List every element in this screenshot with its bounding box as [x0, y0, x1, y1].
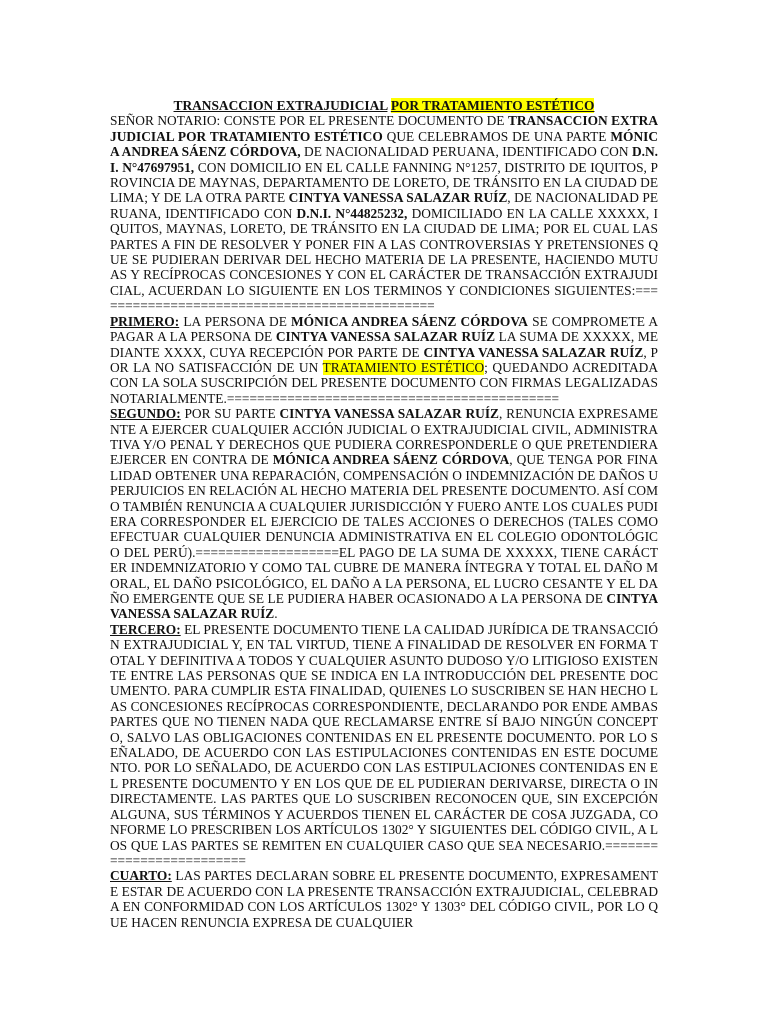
clause-label: CUARTO: — [110, 868, 172, 884]
clause-text: , RENUNCIA EXPRESAMENTE A EJERCER CUALQUIER ACCIÓN JUDICIAL O EXTRAJUDICIAL CIVIL, ADMINISTRATIVA Y/O PENAL Y DERECHOS QUE PUDIERA CORRESPONDERLE O QUE PRETENDIERA EJERCER EN CONTRA DE — [110, 406, 658, 468]
dni-number: D.N.I. N°44825232, — [296, 205, 408, 221]
intro-text: , DE NACIONALIDAD PERUANA, IDENTIFICADO CON — [110, 190, 658, 221]
party-name: CINTYA VANESSA SALAZAR RUÍZ — [279, 406, 499, 422]
clause-text: SE COMPROMETE A PAGAR A LA PERSONA DE — [110, 313, 658, 345]
intro-text: CON DOMICILIO EN EL CALLE FANNING N°1257, DISTRITO DE IQUITOS, PROVINCIA DE MAYNAS, DEPARTAMENTO DE LORETO, DE TRÁNSITO EN LA CIUDAD DE LIMA; Y DE LA OTRA PARTE — [110, 159, 658, 206]
clause-segundo — [110, 406, 658, 622]
intro-text: DE NACIONALIDAD PERUANA, IDENTIFICADO CON — [300, 144, 632, 160]
document-page — [110, 98, 658, 930]
clause-tercero — [110, 622, 658, 869]
party-name: CINTYA VANESSA SALAZAR RUÍZ — [275, 329, 495, 345]
title-main: TRANSACCION EXTRAJUDICIAL — [173, 98, 388, 113]
title-highlight: POR TRATAMIENTO ESTÉTICO — [390, 98, 595, 113]
party-name: CINTYA VANESSA SALAZAR RUÍZ — [110, 591, 658, 622]
document-title — [110, 98, 658, 113]
dni-number: D.N.I. N°47697951, — [110, 144, 659, 175]
clause-text: LA PERSONA DE — [179, 313, 292, 329]
clause-text: EL PAGO DE LA SUMA DE XXXXX, TIENE CARÁCTER INDEMNIZATORIO Y COMO TAL CUBRE DE MANERA ÍNTEGRA Y TOTAL EL DAÑO MORAL, EL DAÑO PSICOLÓGICO, EL DAÑO A LA PERSONA, EL LUCRO CESANTE Y EL DAÑO EMERGENTE QUE SE LE PUDIERA HABER OCASIONADO A LA PERSONA DE — [110, 544, 658, 606]
party-name: CINTYA VANESSA SALAZAR RUÍZ — [423, 344, 644, 360]
intro-text: SEÑOR NOTARIO: CONSTE POR EL PRESENTE DOCUMENTO DE — [110, 113, 508, 129]
clause-primero — [110, 314, 658, 406]
clause-text: , QUE TENGA POR FINALIDAD OBTENER UNA REPARACIÓN, COMPENSACIÓN O INDEMNIZACIÓN DE DAÑOS U PERJUICIOS EN RELACIÓN AL HECHO MATERIA DEL PRESENTE DOCUMENTO. ASÍ COMO TAMBIÉN RENUNCIA A CUALQUIER JURISDICCIÓN Y FUERO ANTE LOS CUALES PUDIERA CORRESPONDER EL EJERCICIO DE TALES ACCIONES O DERECHOS (TALES COMO EFECTUAR CUALQUIER DENUNCIA ADMINISTRATIVA EN EL COLEGIO ODONTOLÓGICO DEL PERÚ).=================== — [110, 452, 658, 560]
clause-text: . — [274, 606, 278, 622]
party-name: CINTYA VANESSA SALAZAR RUÍZ — [288, 190, 508, 206]
clause-label: SEGUNDO: — [110, 406, 181, 422]
party-name: MÓNICA ANDREA SÁENZ CÓRDOVA — [272, 452, 510, 468]
clause-text: POR SU PARTE — [180, 406, 280, 422]
clause-label: PRIMERO: — [110, 313, 180, 329]
intro-text: QUE CELEBRAMOS DE UNA PARTE — [382, 128, 611, 144]
clause-text: LAS PARTES DECLARAN SOBRE EL PRESENTE DOCUMENTO, EXPRESAMENTE ESTAR DE ACUERDO CON LA PRESENTE TRANSACCIÓN EXTRAJUDICIAL, CELEBRADA EN CONFORMIDAD CON LOS ARTÍCULOS 1302° Y 1303° DEL CÓDIGO CIVIL, POR LO QUE HACEN RENUNCIA EXPRESA DE CUALQUIER — [110, 868, 658, 930]
intro-paragraph — [110, 113, 658, 313]
party-name: MÓNICA ANDREA SÁENZ CÓRDOVA, — [110, 128, 658, 160]
clause-text: LA SUMA DE XXXXX, MEDIANTE XXXX, CUYA RECEPCIÓN POR PARTE DE — [110, 329, 658, 360]
clause-text: ; QUEDANDO ACREDITADA CON LA SOLA SUSCRIPCIÓN DEL PRESENTE DOCUMENTO CON FIRMAS LEGALIZADAS NOTARIALMENTE.============================================ — [110, 359, 658, 406]
highlighted-text: TRATAMIENTO ESTÉTICO — [322, 359, 485, 375]
clause-text: EL PRESENTE DOCUMENTO TIENE LA CALIDAD JURÍDICA DE TRANSACCIÓN EXTRAJUDICIAL Y, EN TAL VIRTUD, TIENE A FINALIDAD DE RESOLVER EN FORMA TOTAL Y DEFINITIVA A TODOS Y CUALQUIER ASUNTO DUDOSO Y/O LITIGIOSO EXISTENTE ENTRE LAS PERSONAS QUE SE INDICA EN LA INTRODUCCIÓN DEL PRESENTE DOCUMENTO. PARA CUMPLIR ESTA FINALIDAD, QUIENES LO SUSCRIBEN SE HAN HECHO LAS CONCESIONES RECÍPROCAS CORRESPONDIENTE, DECLARANDO POR ENDE AMBAS PARTES QUE NO TIENEN NADA QUE RECLAMARSE ENTRE SÍ BAJO NINGÚN CONCEPTO, SALVO LAS OBLIGACIONES CONTENIDAS EN EL PRESENTE DOCUMENTO. POR LO SEÑALADO, DE ACUERDO CON LAS ESTIPULACIONES CONTENIDAS EN ESTE DOCUMENTO. POR LO SEÑALADO, DE ACUERDO CON LAS ESTIPULACIONES CONTENIDAS EN EL PRESENTE DOCUMENTO Y EN LOS QUE DE EL PUDIERAN DERIVARSE, DIRECTA O INDIRECTAMENTE. LAS PARTES QUE LO SUSCRIBEN RECONOCEN QUE, SIN EXCEPCIÓN ALGUNA, SUS TÉRMINOS Y ACUERDOS TIENEN EL CARÁCTER DE COSA JUZGADA, CONFORME LO PRESCRIBEN LOS ARTÍCULOS 1302° Y SIGUIENTES DEL CÓDIGO CIVIL, A LOS QUE LAS PARTES SE REMITEN EN CUALQUIER CASO QUE SEA NECESARIO.========================= — [110, 621, 658, 868]
clause-label: TERCERO: — [110, 621, 181, 637]
intro-text: DOMICILIADO EN LA CALLE XXXXX, IQUITOS, MAYNAS, LORETO, DE TRÁNSITO EN LA CIUDAD DE LIMA; POR EL CUAL LAS PARTES A FIN DE RESOLVER Y PONER FIN A LAS CONTROVERSIAS Y PRETENSIONES QUE SE PUDIERAN DERIVAR DEL HECHO MATERIA DE LA PRESENTE, HACIENDO MUTUAS Y RECÍPROCAS CONCESIONES Y CON EL CARÁCTER DE TRANSACCIÓN EXTRAJUDICIAL, ACUERDAN LO SIGUIENTE EN LOS TERMINOS Y CONDICIONES SIGUIENTES:============================================== — [110, 205, 658, 314]
intro-bold: TRANSACCION EXTRAJUDICIAL POR TRATAMIENTO ESTÉTICO — [110, 113, 658, 144]
clause-cuarto — [110, 868, 658, 930]
clause-text: , POR LA NO SATISFACCIÓN DE UN — [110, 344, 658, 375]
party-name: MÓNICA ANDREA SÁENZ CÓRDOVA — [291, 313, 528, 329]
